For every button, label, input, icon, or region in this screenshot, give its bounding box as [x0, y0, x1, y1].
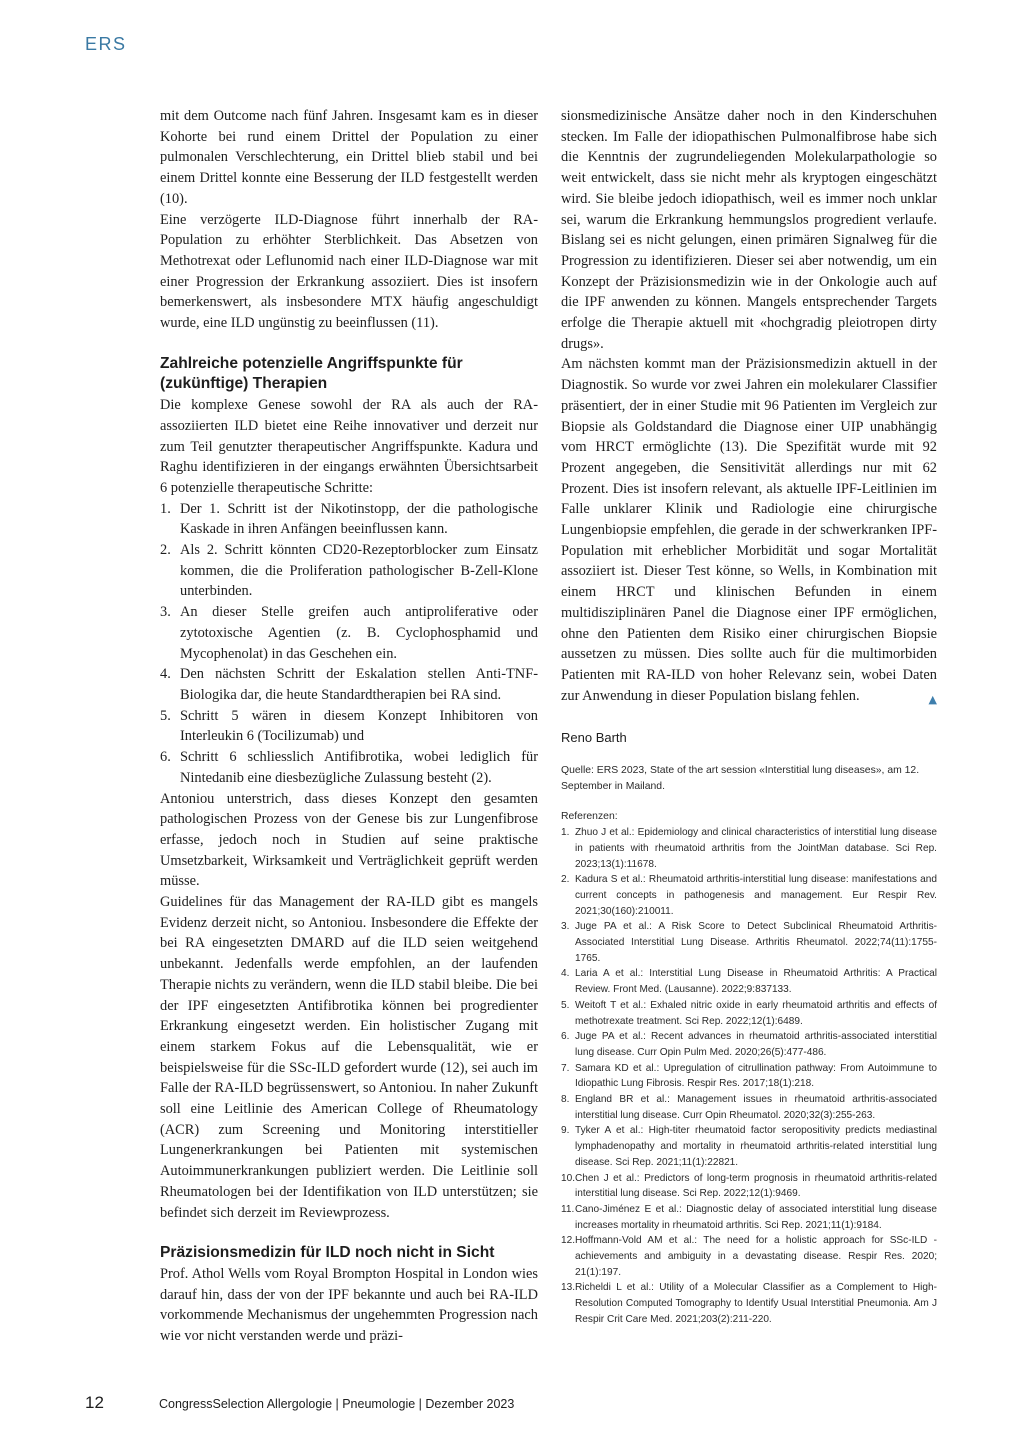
reference-number: 4.: [561, 968, 570, 980]
reference-text: Chen J et al.: Predictors of long-term prognosis in rheumatoid arthritis-related interstitial lung disease. Sci Rep. 2022;12(1):9469.: [575, 1172, 937, 1200]
reference-number: 12.: [561, 1235, 576, 1247]
reference-number: 2.: [561, 874, 570, 886]
reference-item: [561, 872, 937, 919]
references-list: [561, 825, 937, 1328]
list-item: [160, 664, 538, 705]
reference-number: 3.: [561, 921, 570, 933]
list-number: 4.: [160, 666, 171, 683]
reference-number: 7.: [561, 1062, 570, 1074]
reference-text: Zhuo J et al.: Epidemiology and clinical characteristics of interstitial lung disease in patients with rheumatoid arthritis from the JointMan database. Sci Rep. 2023;13(1):11678.: [575, 827, 937, 870]
reference-item: [561, 1029, 937, 1060]
reference-item: [561, 1233, 937, 1280]
list-number: 6.: [160, 749, 171, 766]
paragraph: Guidelines für das Management der RA-ILD gibt es mangels Evidenz derzeit nicht, so Antoniou. Insbesondere die Effekte der bei RA eingesetzten DMARD auf die ILD seien weitgehend unbekannt. Jedenfalls werde empfohlen, an der laufenden Therapie nichts zu verändern, wenn die ILD stabil bleibe. Die bei der IPF eingesetzten Antifibrotika können bei progredienter Erkrankung eingesetzt werden. Ein holistischer Zugang mit einem starkem Fokus auf die Lebensqualität, wie er beispielsweise für die SSc-ILD gefordert wurde (12), sei auch im Falle der RA-ILD begrüssenswert, so Antoniou. In naher Zukunft soll eine Leitlinie des American College of Rheumatology (ACR) zum Screening und Monitoring interstitieller Lungenerkrankungen bei Patienten mit systemischen Autoimmunerkrankungen publiziert werden. Die Leitlinie soll Rheumatologen bei der Identifikation von ILD unterstützen; sie befindet sich derzeit im Reviewprozess.: [160, 894, 538, 1221]
list-number: 2.: [160, 542, 171, 559]
list-number: 3.: [160, 604, 171, 621]
publication-footer: CongressSelection Allergologie | Pneumologie | Dezember 2023: [159, 1397, 515, 1411]
reference-item: [561, 1171, 937, 1202]
list-text: Den nächsten Schritt der Eskalation stellen Anti-TNF-Biologika dar, die heute Standardtherapien bei RA sind.: [180, 666, 538, 703]
list-item: [160, 540, 538, 602]
reference-item: [561, 1202, 937, 1233]
reference-number: 5.: [561, 999, 570, 1011]
right-column: [561, 106, 937, 1328]
reference-text: England BR et al.: Management issues in rheumatoid arthritis-associated interstitial lung disease. Curr Opin Rheumatol. 2020;32(3):255-263.: [575, 1094, 937, 1121]
paragraph: [561, 354, 937, 706]
reference-item: [561, 998, 937, 1029]
reference-number: 9.: [561, 1125, 570, 1137]
reference-text: Weitoft T et al.: Exhaled nitric oxide in early rheumatoid arthritis and effects of methotrexate treatment. Sci Rep. 2022;12(1):6489.: [575, 999, 937, 1027]
reference-text: Samara KD et al.: Upregulation of citrullination pathway: From Autoimmune to Idiopathic Lung Fibrosis. Respir Res. 2017;18(1):218.: [575, 1062, 937, 1090]
reference-text: Juge PA et al.: Recent advances in rheumatoid arthritis-associated interstitial lung disease. Curr Opin Pulm Med. 2020;26(5):477-486.: [575, 1031, 937, 1058]
list-number: 1.: [160, 500, 171, 517]
list-item: [160, 706, 538, 747]
reference-number: 11.: [561, 1203, 575, 1215]
reference-number: 13.: [561, 1282, 576, 1294]
reference-number: 8.: [561, 1094, 570, 1106]
reference-item: [561, 966, 937, 997]
list-text: Schritt 5 wären in diesem Konzept Inhibitoren von Interleukin 6 (Tocilizumab) und: [180, 707, 538, 745]
source-note: Quelle: ERS 2023, State of the art session «Interstitial lung diseases», am 12. September in Mailand.: [561, 765, 920, 793]
list-item: [160, 499, 538, 540]
left-column: [160, 106, 538, 1347]
reference-item: [561, 1123, 937, 1170]
reference-text: Tyker A et al.: High-titer rheumatoid factor seropositivity predicts mediastinal lymphadenopathy and mortality in rheumatoid arthritis-related interstitial lung disease. Sci Rep. 2021;11(1):22821.: [575, 1125, 937, 1168]
references-heading: Referenzen:: [561, 811, 618, 823]
list-text: Als 2. Schritt könnten CD20-Rezeptorblocker zum Einsatz kommen, die die Proliferation pathologischer B-Zell-Klone unterbinden.: [180, 542, 538, 600]
paragraph: Prof. Athol Wells vom Royal Brompton Hospital in London wies darauf hin, dass der von der IPF bekannte und auch bei RA-ILD vorkommende Mechanismus der ungehemmten Progression nach wie vor nicht verstanden werde und präzi-: [160, 1265, 538, 1345]
paragraph-text: Am nächsten kommt man der Präzisionsmedizin aktuell in der Diagnostik. So wurde vor zwei Jahren ein molekularer Classifier präsentiert, der in einer Studie mit 96 Patienten im Vergleich zur Biopsie als Goldstandard die Diagnose einer UIP unabhängig vom HRCT ermöglichte (13). Die Spezifität wurde mit 92 Prozent angegeben, die Sensitivität allerdings nur mit 62 Prozent. Dies ist insofern relevant, als aktuelle IPF-Leitlinien im Falle unklarer Klinik und Radiologie eine chirurgische Lungenbiopsie empfehlen, die gerade in der schwerkranken IPF-Population mit erheblicher Morbidität und sogar Mortalität assoziiert ist. Dieser Test könne, so Wells, in Kombination mit einem HRCT und klinischen Befunden in einem multidisziplinären Panel die Diagnose einer IPF ermöglichen, ohne den Patienten dem Risiko einer chirurgischen Biopsie aussetzen zu müssen. Dies sollte auch für die multimorbiden Patienten mit RA-ILD von hoher Relevanz sein, wobei Daten zur Anwendung in dieser Population bislang fehlen.: [561, 356, 937, 704]
reference-text: Cano-Jiménez E et al.: Diagnostic delay of associated interstitial lung disease increases mortality in rheumatoid arthritis. Sci Rep. 2021;11(1):9184.: [575, 1203, 937, 1231]
reference-text: Richeldi L et al.: Utility of a Molecular Classifier as a Complement to High-Resolution Computed Tomography to Identify Usual Interstitial Pneumonia. Am J Respir Crit Care Med. 2021;203(2):211-220.: [575, 1282, 937, 1325]
page-number: 12: [85, 1393, 104, 1412]
paragraph: Antoniou unterstrich, dass dieses Konzept den gesamten pathologischen Prozess von der Genese bis zur Lungenfibrose erfasse, jedoch noch in Studien auf seine praktische Umsetzbarkeit, Wirksamkeit und Verträglichkeit geprüft werden müsse.: [160, 790, 538, 890]
therapy-steps-list: [160, 499, 538, 789]
list-text: Der 1. Schritt ist der Nikotinstopp, der die pathologische Kaskade in ihren Anfängen beeinflussen kann.: [180, 500, 538, 538]
paragraph: Eine verzögerte ILD-Diagnose führt innerhalb der RA-Population zu erhöhter Sterblichkeit. Das Absetzen von Methotrexat oder Leflunomid nach einer ILD-Diagnose war mit einer Progression der Erkrankung assoziiert. Dies ist insofern bemerkenswert, als insbesondere MTX häufig angeschuldigt wurde, eine ILD ungünstig zu beeinflussen (11).: [160, 211, 538, 332]
reference-item: [561, 1280, 937, 1327]
reference-text: Hoffmann-Vold AM et al.: The need for a holistic approach for SSc-ILD - achievements and ambiguity in a devastating disease. Respir Res. 2020; 21(1):197.: [575, 1235, 937, 1278]
list-number: 5.: [160, 707, 171, 724]
paragraph: mit dem Outcome nach fünf Jahren. Insgesamt kam es in dieser Kohorte bei rund einem Drittel der Population zu einer pulmonalen Verschlechterung, ein Drittel blieb stabil und bei einem Drittel konnte eine Besserung der ILD festgestellt werden (10).: [160, 108, 538, 207]
list-item: [160, 602, 538, 664]
paragraph: sionsmedizinische Ansätze daher noch in den Kinderschuhen stecken. Im Falle der idiopathischen Pulmonalfibrose habe sich die Kenntnis der zugrundeliegenden Molekularpathologie so weit entwickelt, dass sie nicht mehr als kryptogen eingeschätzt wird. Sie bleibe jedoch idiopathisch, weil es immer noch unklar sei, warum die Erkrankung hemmungslos progredient verlaufe. Bislang sei es nicht gelungen, einen primären Signalweg für die Progression zu identifizieren. Dieser sei aber notwendig, um ein Konzept der Präzisionsmedizin wie in der Onkologie auch auf die IPF anwenden zu können. Mangels entsprechender Targets erfolge die Therapie aktuell mit «hochgradig pleiotropen dirty drugs».: [561, 108, 937, 352]
section-heading: Zahlreiche potenzielle Angriffspunkte für (zukünftige) Therapien: [160, 354, 463, 393]
reference-text: Kadura S et al.: Rheumatoid arthritis-interstitial lung disease: manifestations and current concepts in pathogenesis and management. Eur Respir Rev. 2021;30(160):210011.: [575, 874, 937, 917]
article-end-triangle-icon: ▲: [928, 692, 937, 706]
section-tag: ERS: [85, 34, 127, 54]
reference-number: 6.: [561, 1031, 570, 1043]
list-text: Schritt 6 schliesslich Antifibrotika, wobei lediglich für Nintedanib eine diesbezügliche Zulassung besteht (2).: [180, 749, 538, 786]
author-name: Reno Barth: [561, 730, 627, 746]
section-heading: Präzisionsmedizin für ILD noch nicht in Sicht: [160, 1244, 495, 1262]
paragraph: Die komplexe Genese sowohl der RA als auch der RA-assoziierten ILD bietet eine Reihe innovativer und derzeit nur zum Teil genutzter therapeutischer Angriffspunkte. Kadura und Raghu identifizieren in der eingangs erwähnten Übersichtsarbeit 6 potenzielle therapeutische Schritte:: [160, 397, 538, 496]
list-text: An dieser Stelle greifen auch antiproliferative oder zytotoxische Agentien (z. B. Cyclophosphamid und Mycophenolat) in das Geschehen ein.: [180, 604, 538, 662]
reference-number: 10.: [561, 1172, 576, 1184]
reference-text: Juge PA et al.: A Risk Score to Detect Subclinical Rheumatoid Arthritis-Associated Interstitial Lung Disease. Arthritis Rheumatol. 2022;74(11):1755-1765.: [575, 921, 937, 964]
reference-text: Laria A et al.: Interstitial Lung Disease in Rheumatoid Arthritis: A Practical Review. Front Med. (Lausanne). 2022;9:837133.: [575, 968, 937, 996]
reference-item: [561, 1092, 937, 1123]
list-item: [160, 747, 538, 788]
reference-number: 1.: [561, 827, 570, 839]
reference-item: [561, 825, 937, 872]
reference-item: [561, 919, 937, 966]
reference-item: [561, 1061, 937, 1092]
